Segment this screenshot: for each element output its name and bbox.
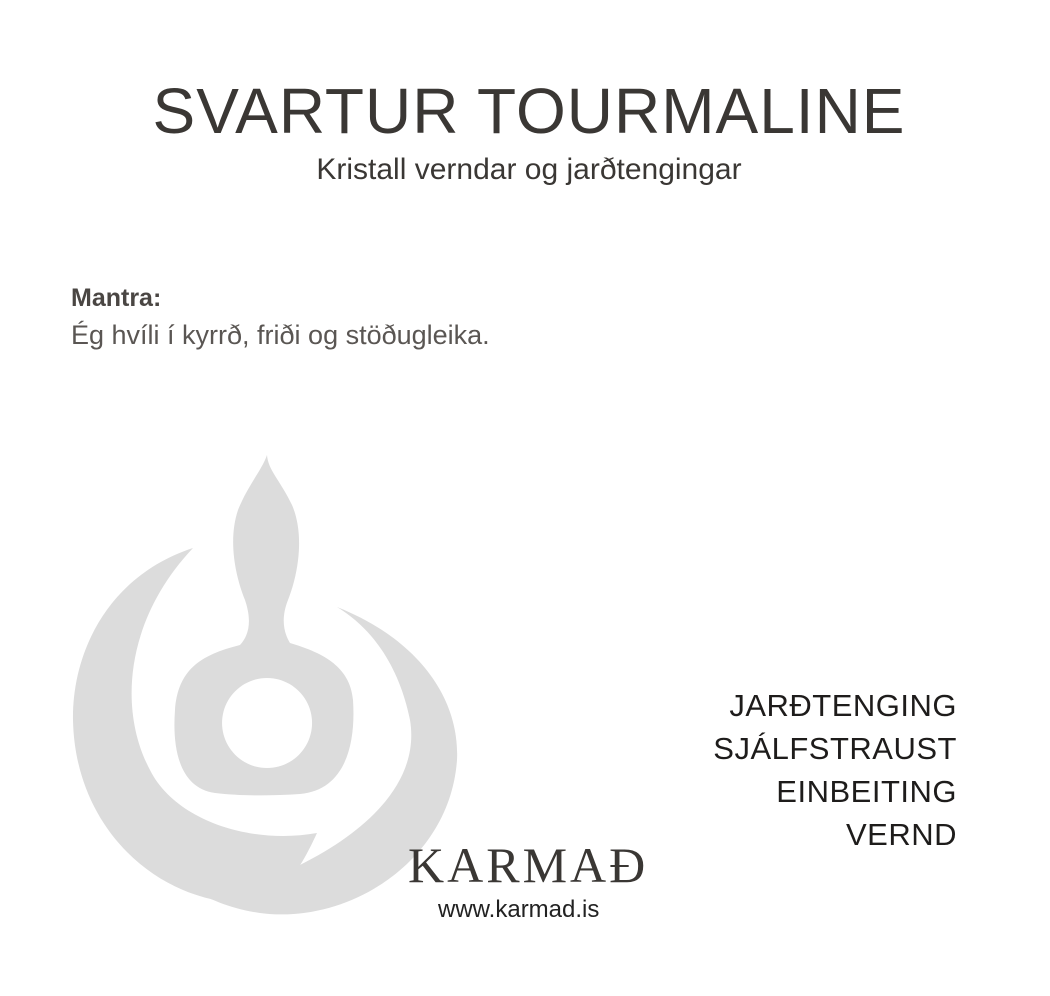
product-title: SVARTUR TOURMALINE	[152, 75, 906, 147]
mantra-label: Mantra:	[71, 284, 162, 312]
quality-item: SJÁLFSTRAUST	[713, 731, 957, 766]
logo-figure	[174, 455, 353, 795]
brand-name: KARMAÐ	[408, 837, 649, 893]
brand-url[interactable]: www.karmad.is	[438, 896, 600, 923]
product-subtitle: Kristall verndar og jarðtengingar	[316, 153, 742, 186]
qualities-list	[713, 684, 957, 856]
quality-item: JARÐTENGING	[729, 688, 957, 723]
mantra-text: Ég hvíli í kyrrð, friði og stöðugleika.	[71, 320, 490, 350]
quality-item: VERND	[845, 817, 957, 852]
quality-item: EINBEITING	[776, 774, 957, 809]
